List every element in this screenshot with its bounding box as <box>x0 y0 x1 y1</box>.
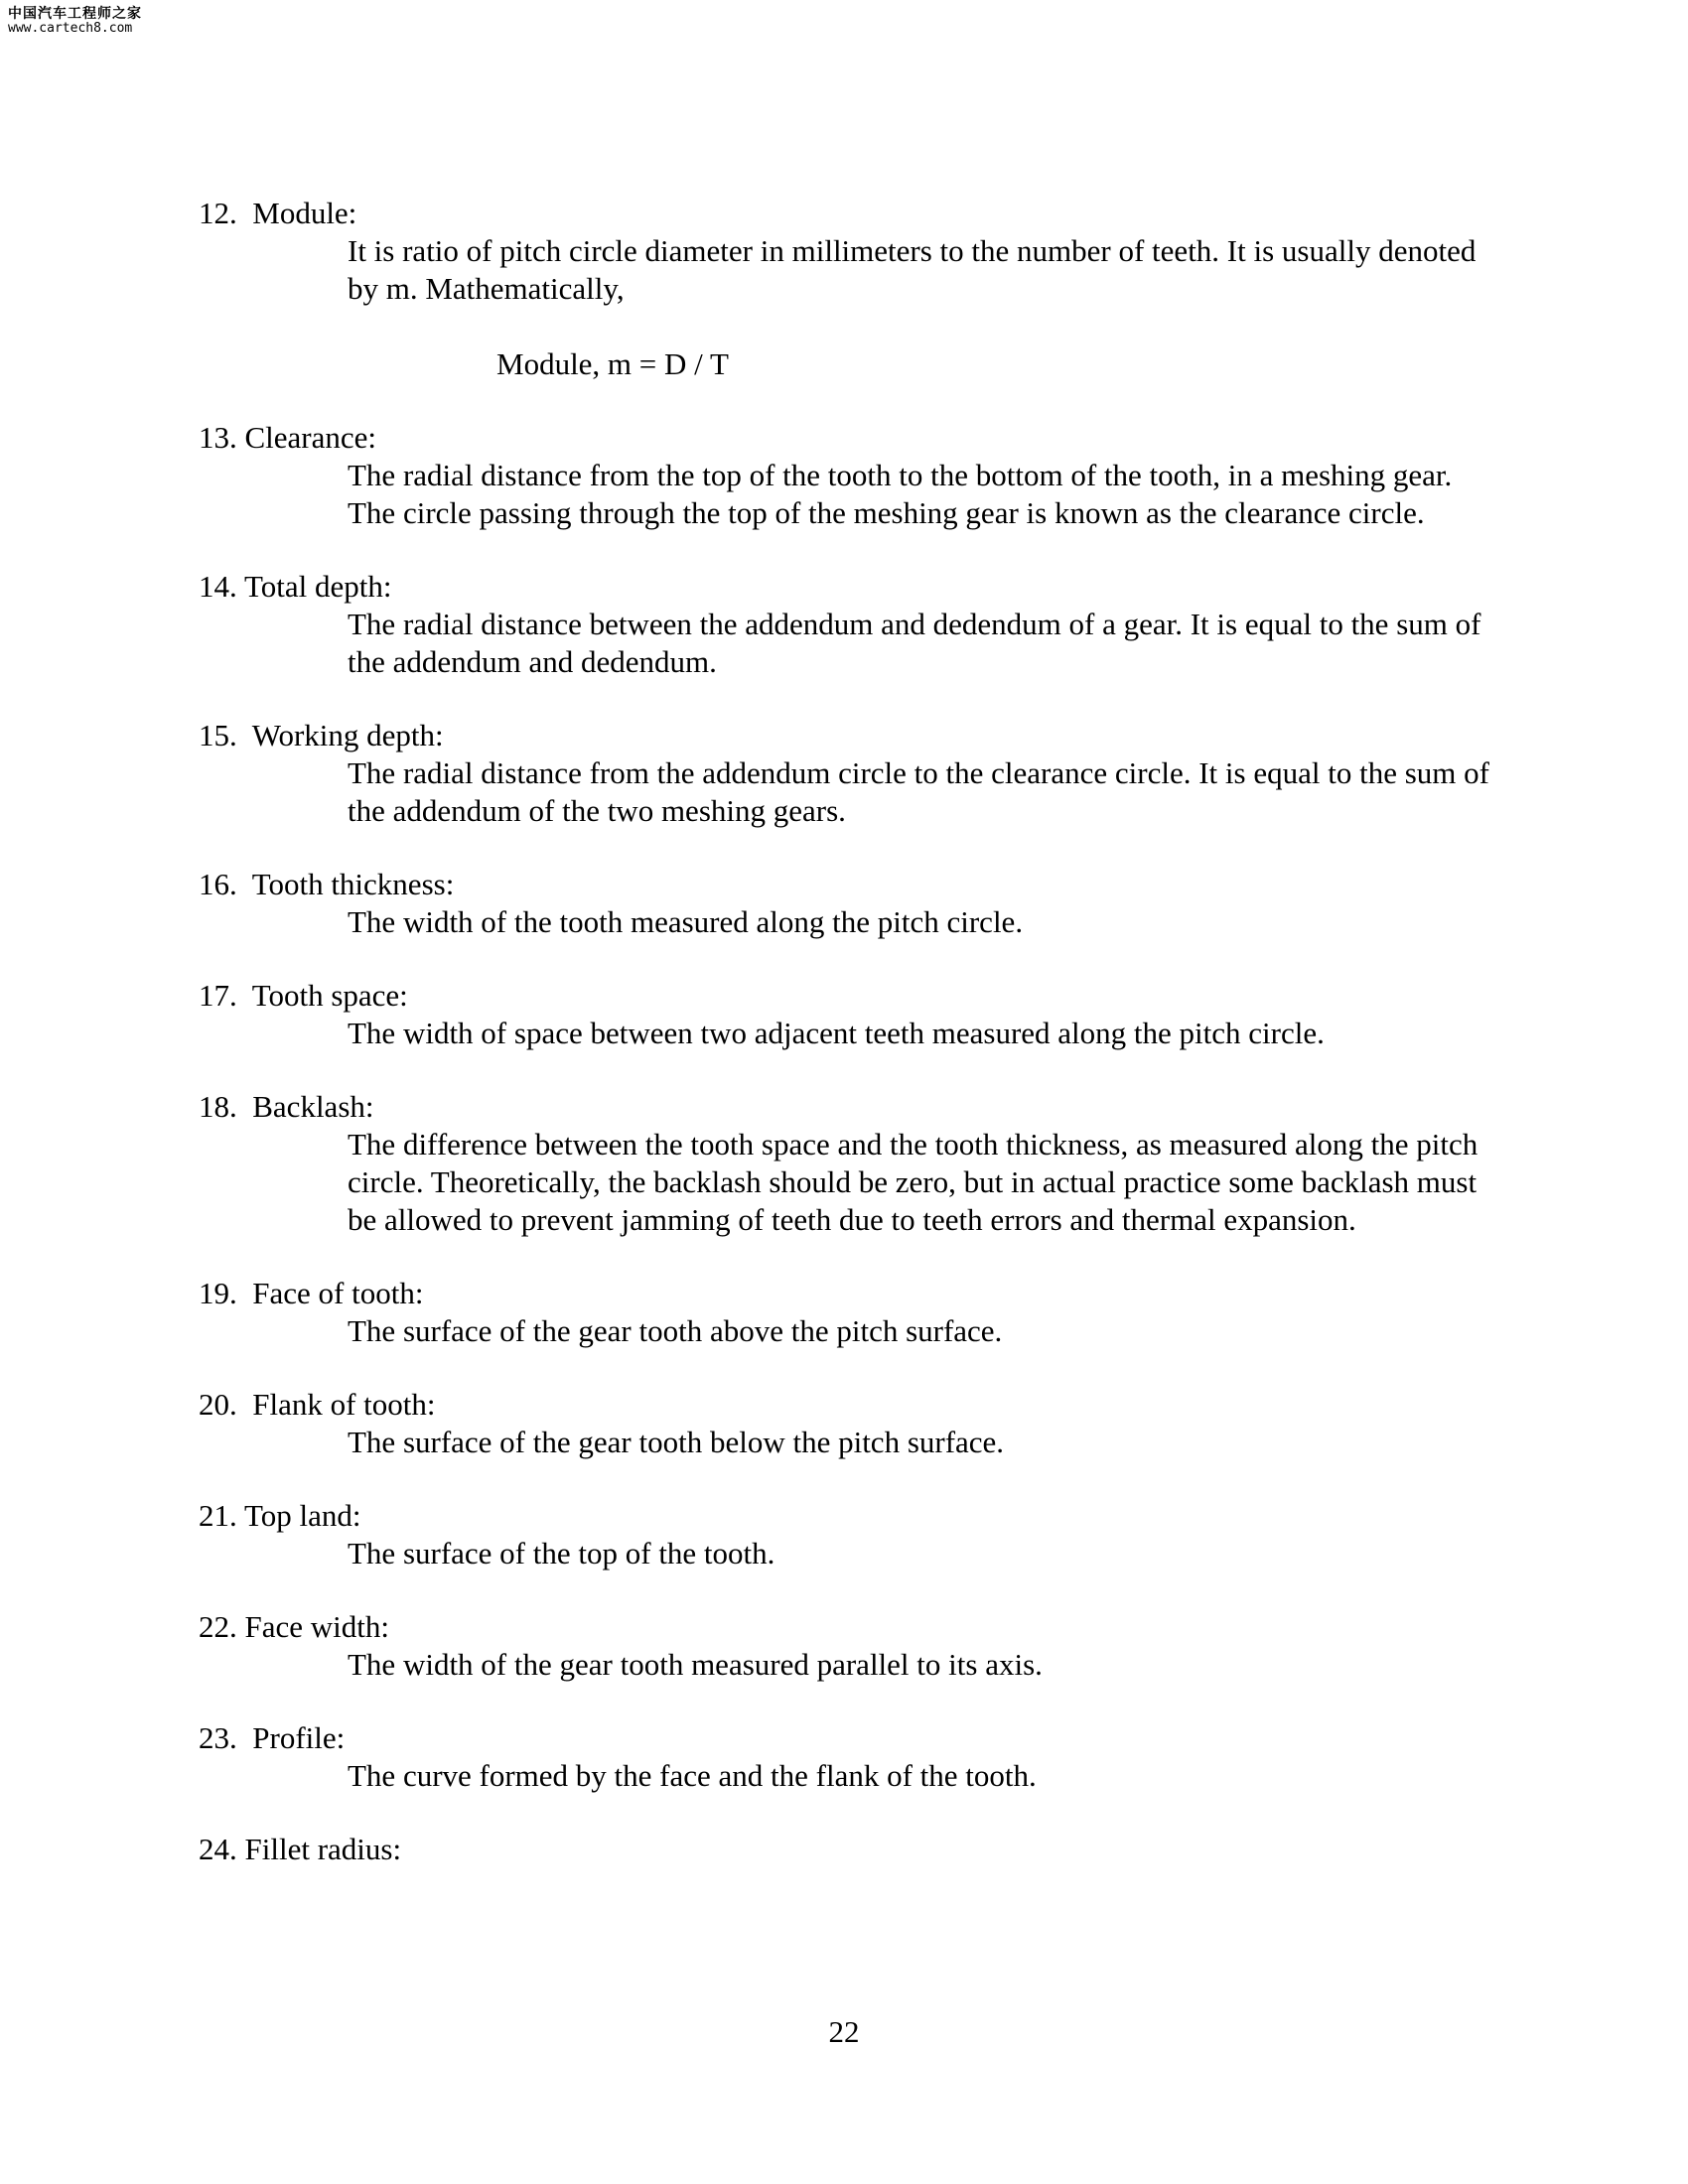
entry-text: The difference between the tooth space and the tooth thickness, as measured along the pitch circle. Theoretically, the backlash should be zero, but in actual practice some backlash must be allowed to prevent jamming of teeth due to teeth errors and thermal expansion. <box>348 1127 1478 1237</box>
entry-text: The curve formed by the face and the flank of the tooth. <box>348 1758 1037 1793</box>
entry-face-width <box>199 1608 1509 1684</box>
entry-text: It is ratio of pitch circle diameter in millimeters to the number of teeth. It is usually denoted by m. Mathematically, <box>348 233 1477 306</box>
entry-text: The radial distance from the addendum circle to the clearance circle. It is equal to the sum of the addendum of the two meshing gears. <box>348 755 1489 828</box>
entry-top-land <box>199 1497 1509 1572</box>
entry-text: The radial distance from the top of the tooth to the bottom of the tooth, in a meshing gear. The circle passing through the top of the meshing gear is known as the clearance circle. <box>348 458 1453 530</box>
entry-heading: 20. Flank of tooth: <box>199 1387 436 1422</box>
entry-heading: 21. Top land: <box>199 1498 361 1533</box>
entry-heading: 12. Module: <box>199 196 357 230</box>
entry-working-depth <box>199 717 1509 830</box>
entry-text: The surface of the gear tooth above the pitch surface. <box>348 1313 1003 1348</box>
entry-heading: 19. Face of tooth: <box>199 1276 424 1310</box>
entry-flank-of-tooth <box>199 1386 1509 1461</box>
entry-heading: 24. Fillet radius: <box>199 1832 402 1866</box>
module-formula: Module, m = D / T <box>496 346 729 381</box>
entry-module <box>199 195 1509 383</box>
entry-text: The surface of the gear tooth below the pitch surface. <box>348 1425 1005 1459</box>
entry-text: The width of the tooth measured along the pitch circle. <box>348 904 1024 939</box>
entry-heading: 15. Working depth: <box>199 718 444 752</box>
entry-heading: 14. Total depth: <box>199 569 392 604</box>
watermark <box>8 6 142 37</box>
entry-heading: 22. Face width: <box>199 1609 389 1644</box>
entry-profile <box>199 1719 1509 1795</box>
watermark-url: www.cartech8.com <box>8 21 133 37</box>
entry-heading: 16. Tooth thickness: <box>199 867 455 901</box>
entry-clearance <box>199 419 1509 532</box>
entry-face-of-tooth <box>199 1275 1509 1350</box>
page-number: 22 <box>828 2014 860 2049</box>
entry-text: The surface of the top of the tooth. <box>348 1536 775 1570</box>
entry-heading: 13. Clearance: <box>199 420 377 455</box>
entry-heading: 17. Tooth space: <box>199 978 408 1013</box>
entry-total-depth <box>199 568 1509 681</box>
entry-text: The width of space between two adjacent teeth measured along the pitch circle. <box>348 1016 1325 1050</box>
entry-text: The width of the gear tooth measured parallel to its axis. <box>348 1647 1043 1682</box>
entry-heading: 23. Profile: <box>199 1720 346 1755</box>
entry-tooth-thickness <box>199 866 1509 941</box>
entry-tooth-space <box>199 977 1509 1052</box>
entry-backlash <box>199 1088 1509 1239</box>
document-body <box>199 195 1509 1904</box>
watermark-title: 中国汽车工程师之家 <box>8 6 142 22</box>
entry-fillet-radius <box>199 1831 1509 1868</box>
entry-text: The radial distance between the addendum and dedendum of a gear. It is equal to the sum of the addendum and dedendum. <box>348 607 1481 679</box>
entry-heading: 18. Backlash: <box>199 1089 374 1124</box>
